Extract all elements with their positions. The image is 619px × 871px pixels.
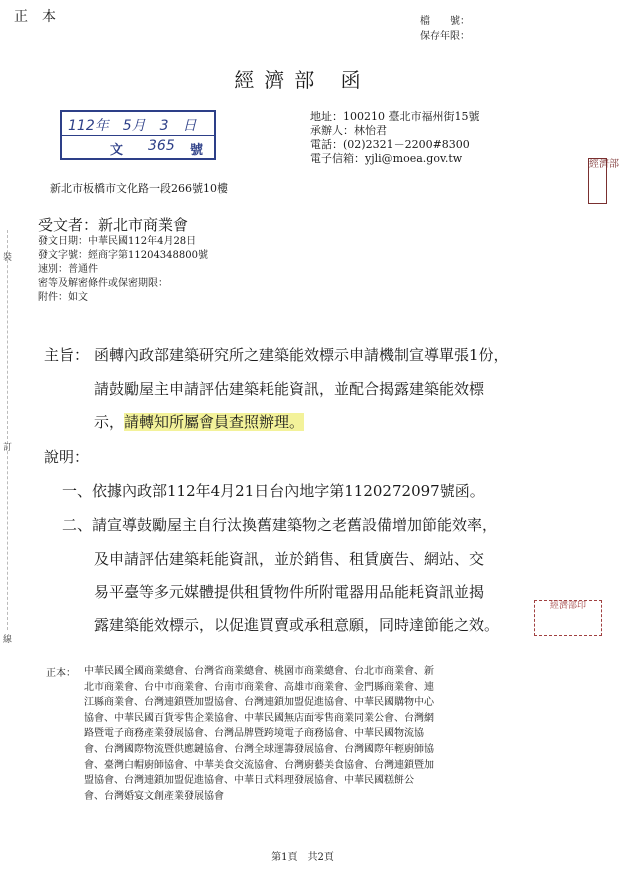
cc-line: 盟協會、台灣連鎖加盟促進協會、中華日式料理發展協會、中華民國糕餅公 <box>84 775 414 787</box>
secrecy-level: 密等及解密條件或保密期限： <box>38 278 168 289</box>
recipient: 受文者：新北市商業會 <box>38 216 189 234</box>
binding-char-ding: 訂 <box>3 443 13 453</box>
contact-block <box>310 110 479 166</box>
contact-email: 電子信箱：yjli@moea.gov.tw <box>310 152 463 165</box>
contact-address: 地址：100210 臺北市福州街15號 <box>310 110 480 123</box>
subject-line-1: 函轉內政部建築研究所之建築能效標示申請機制宣導單張1份， <box>94 346 509 364</box>
document-title: 經濟部 函 <box>234 68 371 92</box>
official-seal: 經濟部印 <box>534 600 602 636</box>
binding-line <box>7 230 8 630</box>
contact-phone: 電話：(02)2321－2200#8300 <box>310 138 470 151</box>
subject-line-3-prefix: 示， <box>94 413 125 431</box>
cc-line: 會、台灣婚宴文創產業發展協會 <box>84 790 224 802</box>
copy-type-label: 正本 <box>14 9 70 25</box>
stamp-doc-label: 文 <box>110 143 124 158</box>
stamp-hao-label: 號 <box>190 143 204 158</box>
cc-list <box>84 664 544 804</box>
subject-line-2: 請鼓勵屋主申請評估建築耗能資訊，並配合揭露建築能效標 <box>94 380 485 398</box>
sender-address: 新北市板橋市文化路一段266號10樓 <box>50 182 228 195</box>
explanation-item-2-line-4: 露建築能效標示，以促進買賣或承租意願，同時達節能之效。 <box>94 616 500 634</box>
binding-char-xian: 線 <box>3 635 13 645</box>
attachment: 附件：如文 <box>38 292 88 303</box>
explanation-item-2-line-1: 二、請宣導鼓勵屋主自行汰換舊建築物之老舊設備增加節能效率， <box>62 516 498 534</box>
cc-line: 江縣商業會、台灣連鎖暨加盟協會、台灣連鎖加盟促進協會、中華民國購物中心 <box>84 697 434 709</box>
retention-period-label: 保存年限： <box>420 31 470 42</box>
cc-line: 北市商業會、台中市商業會、台南市商業會、高雄市商業會、金門縣商業會、連 <box>84 681 434 693</box>
stamp-date-row <box>62 112 214 136</box>
subject-line-3 <box>94 411 304 432</box>
stamp-number-row <box>62 135 214 158</box>
stamp-doc-number: 365 <box>148 138 175 154</box>
explanation-item-2-line-2: 及申請評估建築耗能資訊，並於銷售、租賃廣告、網站、交 <box>94 550 485 568</box>
subject-highlight: 請轉知所屬會員查照辦理。 <box>124 413 305 431</box>
explanation-item-2-line-3: 易平臺等多元媒體提供租賃物件所附電器用品能耗資訊並揭 <box>94 583 485 601</box>
cc-line: 協會、中華民國百貨零售企業協會、中華民國無店面零售商業同業公會、台灣網 <box>84 712 434 724</box>
cc-line: 會、台灣國際物流暨供應鏈協會、台灣全球運籌發展協會、台灣國際年輕廚師協 <box>84 743 434 755</box>
explanation-label: 說明： <box>44 448 90 466</box>
edge-seal: 經濟部 <box>588 158 607 204</box>
received-stamp <box>60 110 216 160</box>
explanation-item-1: 一、依據內政部112年4月21日台內地字第1120272097號函。 <box>62 482 485 500</box>
cc-line: 會、臺灣白帽廚師協會、中華美食交流協會、台灣廚藝美食協會、台灣連鎖暨加 <box>84 759 434 771</box>
cc-line: 中華民國全國商業總會、台灣省商業總會、桃園市商業總會、台北市商業會、新 <box>84 666 434 677</box>
subject-label: 主旨： <box>44 346 90 364</box>
cc-label: 正本： <box>46 668 76 679</box>
file-number-label: 檔 號： <box>420 16 470 27</box>
page-footer: 第1頁 共2頁 <box>271 852 334 863</box>
issue-number: 發文字號：經商字第11204348800號 <box>38 250 208 261</box>
delivery-speed: 速別：普通件 <box>38 264 98 275</box>
file-meta <box>420 14 470 44</box>
contact-handler: 承辦人：林怡君 <box>310 124 387 137</box>
binding-char-zhuang: 裝 <box>3 253 13 263</box>
stamp-date: 112年 5月 3 日 <box>68 118 197 134</box>
issue-date: 發文日期：中華民國112年4月28日 <box>38 236 197 247</box>
cc-line: 路暨電子商務產業發展協會、台灣品牌暨跨境電子商務協會、中華民國物流協 <box>84 728 424 740</box>
